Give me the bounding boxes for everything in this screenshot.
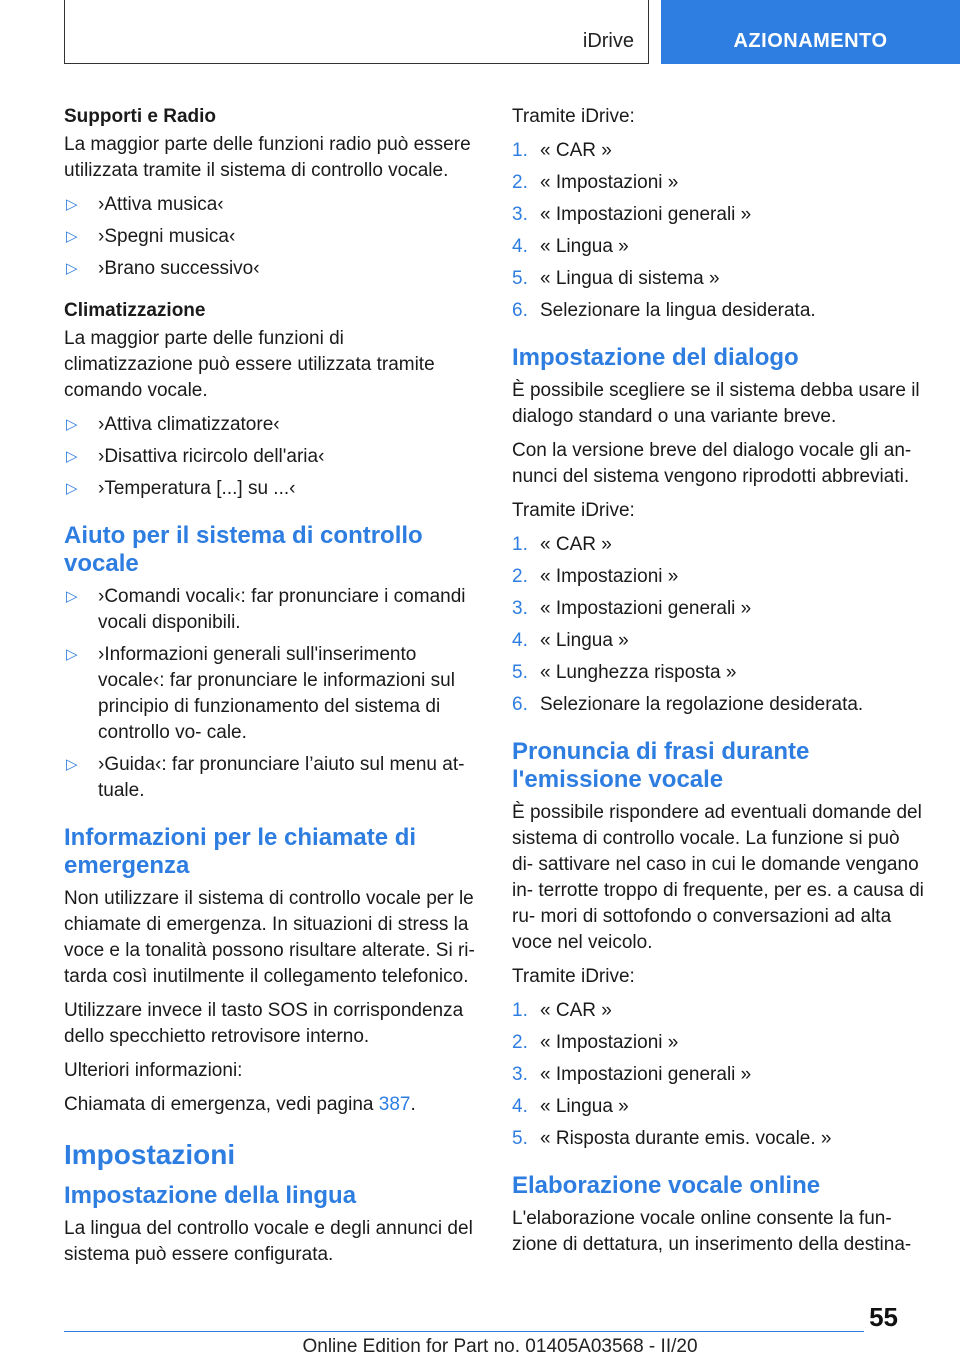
left-column bbox=[64, 104, 476, 1276]
list-item: ▷ ›Disattiva ricircolo dell'aria‹ bbox=[64, 444, 476, 470]
triangle-bullet-icon: ▷ bbox=[66, 756, 78, 773]
right-column bbox=[512, 104, 924, 1266]
list-item: ▷ ›Attiva climatizzatore‹ bbox=[64, 412, 476, 438]
list-item: ▷ ›Temperatura [...] su ...‹ bbox=[64, 476, 476, 502]
list-item: 6. Selezionare la lingua desiderata. bbox=[512, 300, 816, 321]
online-heading: Elaborazione vocale online bbox=[512, 1172, 821, 1199]
list-item: 6. Selezionare la regolazione desiderata. bbox=[512, 694, 864, 715]
triangle-bullet-icon: ▷ bbox=[66, 196, 78, 213]
language-heading: Impostazione della lingua bbox=[64, 1182, 357, 1209]
emergency-p3: Ulteriori informazioni: bbox=[64, 1060, 243, 1081]
via-idrive-label: Tramite iDrive: bbox=[512, 966, 635, 987]
list-item: ▷ ›Spegni musica‹ bbox=[64, 224, 476, 250]
list-item: 3. « Impostazioni generali » bbox=[512, 1064, 752, 1085]
header-section-label: iDrive bbox=[582, 30, 634, 52]
list-item: 2. « Impostazioni » bbox=[512, 1032, 679, 1053]
via-idrive-label: Tramite iDrive: bbox=[512, 500, 635, 521]
list-item: ▷ ›Brano successivo‹ bbox=[64, 256, 476, 282]
list-item: 3. « Impostazioni generali » bbox=[512, 204, 752, 225]
footer-edition: Online Edition for Part no. 01405A03568 - II/20 bbox=[302, 1336, 698, 1357]
radio-title: Supporti e Radio bbox=[64, 106, 216, 127]
speech-heading: Pronuncia di frasi durante l'emissione vocale bbox=[512, 738, 810, 793]
triangle-bullet-icon: ▷ bbox=[66, 480, 78, 497]
dialog-p1: È possibile scegliere se il sistema debba usare il dialogo standard o una variante breve. bbox=[512, 380, 920, 427]
radio-text: La maggior parte delle funzioni radio può essere utilizzata tramite il sistema di controllo vocale. bbox=[64, 134, 471, 181]
help-commands bbox=[64, 584, 476, 804]
emergency-p1: Non utilizzare il sistema di controllo vocale per le chiamate di emergenza. In situazioni di stress la voce e la tonalità possono risultare alterate. Si ri‑ tarda così inutilmente il collegamento telefonico. bbox=[64, 888, 475, 987]
triangle-bullet-icon: ▷ bbox=[66, 448, 78, 465]
emergency-p2: Utilizzare invece il tasto SOS in corrispondenza dello specchietto retrovisore interno. bbox=[64, 1000, 464, 1047]
online-p1: L'elaborazione vocale online consente la fun‑ zione di dettatura, un inserimento della destina‑ bbox=[512, 1208, 912, 1255]
list-item: 5. « Risposta durante emis. vocale. » bbox=[512, 1128, 832, 1149]
clima-commands bbox=[64, 412, 476, 502]
header-chapter-label: AZIONAMENTO bbox=[733, 30, 888, 52]
speech-p1: È possibile rispondere ad eventuali domande del sistema di controllo vocale. La funzione si può di‑ sattivare nel caso in cui le domande vengano in‑ terrotte troppo di frequente, per es. a causa di ru‑ mori di sottofondo o conversazioni ad alta voce nel veicolo. bbox=[512, 802, 924, 953]
triangle-bullet-icon: ▷ bbox=[66, 260, 78, 277]
emergency-heading: Informazioni per le chiamate di emergenza bbox=[64, 824, 417, 879]
list-item: ▷ ›Guida‹: far pronunciare l’aiuto sul menu at‑ tuale. bbox=[66, 754, 465, 801]
page-link[interactable]: 387 bbox=[378, 1094, 411, 1115]
header-chapter-tab[interactable] bbox=[661, 0, 960, 64]
clima-title: Climatizzazione bbox=[64, 300, 206, 321]
list-item: 3. « Impostazioni generali » bbox=[512, 598, 752, 619]
list-item: 5. « Lingua di sistema » bbox=[512, 268, 720, 289]
list-item: 1. « CAR » bbox=[512, 140, 612, 161]
list-item: ▷ ›Comandi vocali‹: far pronunciare i comandi vocali disponibili. bbox=[66, 586, 466, 633]
list-item: ▷ ›Attiva musica‹ bbox=[64, 192, 476, 218]
help-heading: Aiuto per il sistema di controllo vocale bbox=[64, 522, 423, 577]
triangle-bullet-icon: ▷ bbox=[66, 228, 78, 245]
clima-text: La maggior parte delle funzioni di climatizzazione può essere utilizzata tramite comando vocale. bbox=[64, 328, 435, 401]
radio-commands bbox=[64, 192, 476, 282]
dialog-heading: Impostazione del dialogo bbox=[512, 344, 799, 371]
list-item: 1. « CAR » bbox=[512, 534, 612, 555]
list-item: ▷ ›Informazioni generali sull'inserimento vocale‹: far pronunciare le informazioni sul principio di funzionamento del sistema di controllo vo‑ cale. bbox=[66, 644, 455, 743]
list-item: 1. « CAR » bbox=[512, 1000, 612, 1021]
settings-heading: Impostazioni bbox=[64, 1139, 236, 1170]
header-section-box bbox=[64, 0, 649, 64]
language-steps bbox=[512, 138, 924, 324]
language-text: La lingua del controllo vocale e degli annunci del sistema può essere configurata. bbox=[64, 1218, 473, 1265]
list-item: 2. « Impostazioni » bbox=[512, 566, 679, 587]
list-item: 4. « Lingua » bbox=[512, 630, 629, 651]
triangle-bullet-icon: ▷ bbox=[66, 646, 78, 663]
list-item: 4. « Lingua » bbox=[512, 1096, 629, 1117]
emergency-reference: Chiamata di emergenza, vedi pagina 387. bbox=[64, 1094, 416, 1115]
dialog-steps bbox=[512, 532, 924, 718]
footer-divider bbox=[64, 1331, 864, 1332]
list-item: 5. « Lunghezza risposta » bbox=[512, 662, 737, 683]
triangle-bullet-icon: ▷ bbox=[66, 588, 78, 605]
list-item: 2. « Impostazioni » bbox=[512, 172, 679, 193]
via-idrive-label: Tramite iDrive: bbox=[512, 106, 635, 127]
page-number: 55 bbox=[869, 1302, 898, 1332]
dialog-p2: Con la versione breve del dialogo vocale gli an‑ nunci del sistema vengono riprodotti abbreviati. bbox=[512, 440, 912, 487]
triangle-bullet-icon: ▷ bbox=[66, 416, 78, 433]
list-item: 4. « Lingua » bbox=[512, 236, 629, 257]
speech-steps bbox=[512, 998, 924, 1152]
